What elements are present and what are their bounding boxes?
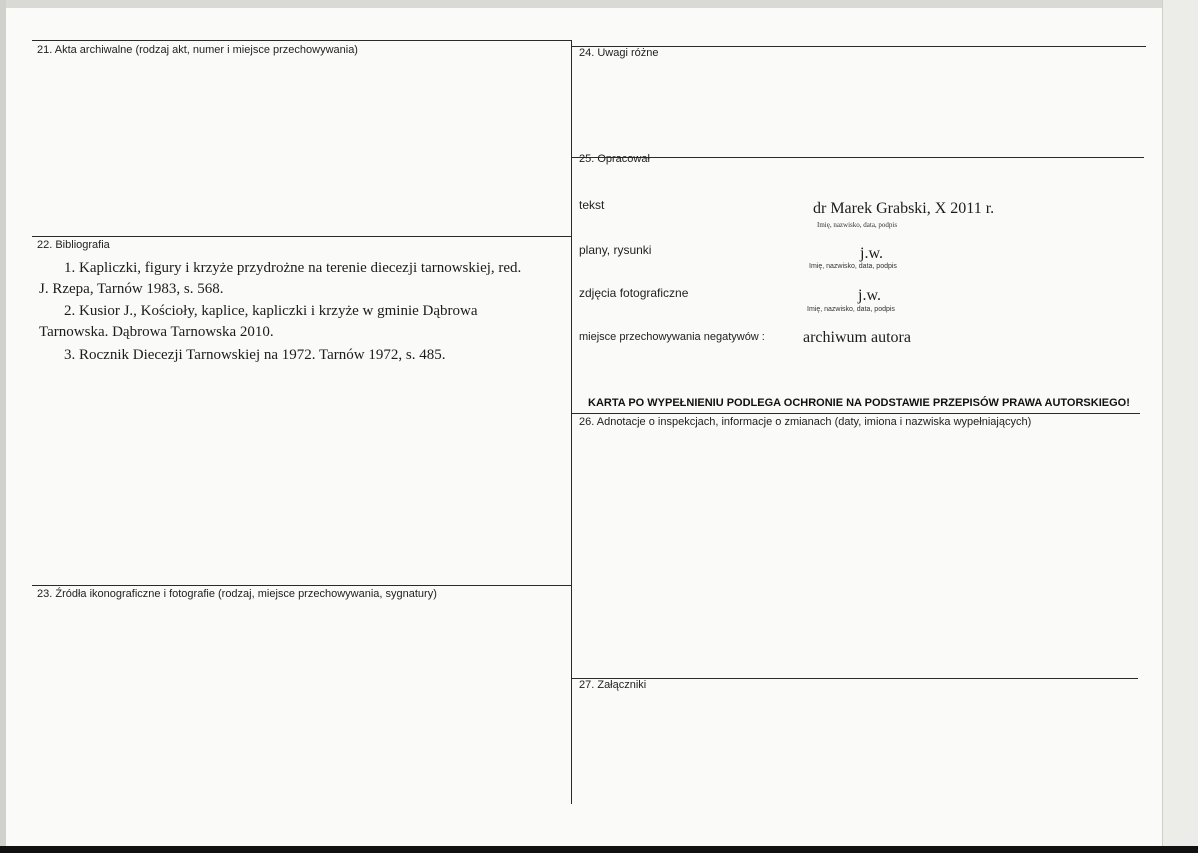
row-drawings-label: plany, rysunki xyxy=(579,243,652,257)
bibliography-line-3: 2. Kusior J., Kościoły, kaplice, kapliczki i krzyże w gminie Dąbrowa xyxy=(64,303,478,319)
row-photos-label: zdjęcia fotograficzne xyxy=(579,286,689,300)
bibliography-line-1: 1. Kapliczki, figury i krzyże przydrożne na terenie diecezji tarnowskiej, red. xyxy=(64,260,522,276)
section-26-label: 26. Adnotacje o inspekcjach, informacje o zmianach (daty, imiona i nazwiska wypełniających) xyxy=(579,416,1032,428)
section-22-label: 22. Bibliografia xyxy=(37,239,110,251)
section-23-rule xyxy=(32,585,572,586)
row-drawings-value: j.w. xyxy=(860,245,883,262)
section-21-label: 21. Akta archiwalne (rodzaj akt, numer i miejsce przechowywania) xyxy=(37,44,358,56)
section-27-rule xyxy=(572,678,1138,679)
section-22-rule xyxy=(32,236,572,237)
section-27-label: 27. Załączniki xyxy=(579,679,647,691)
column-divider xyxy=(571,40,572,804)
scan-edge-left xyxy=(0,0,6,853)
row-photos-value: j.w. xyxy=(858,287,881,304)
section-26-rule xyxy=(572,413,1140,414)
row-negatives-value: archiwum autora xyxy=(803,329,911,346)
bibliography-line-4: Tarnowska. Dąbrowa Tarnowska 2010. xyxy=(39,324,274,340)
scan-edge-right xyxy=(1162,0,1198,853)
section-24-label: 24. Uwagi różne xyxy=(579,47,659,59)
copyright-warning: KARTA PO WYPEŁNIENIU PODLEGA OCHRONIE NA PODSTAWIE PRZEPISÓW PRAWA AUTORSKIEGO! xyxy=(588,397,1130,409)
section-25-label: 25. Opracował xyxy=(579,153,650,165)
row-text-caption: Imię, nazwisko, data, podpis xyxy=(817,221,898,229)
section-23-label: 23. Źródła ikonograficzne i fotografie (rodzaj, miejsce przechowywania, sygnatury) xyxy=(37,588,437,600)
scan-edge-top xyxy=(0,0,1198,8)
section-21-rule xyxy=(32,40,572,41)
row-text-value: dr Marek Grabski, X 2011 r. xyxy=(813,200,995,217)
scan-edge-bottom xyxy=(0,846,1198,853)
row-text-label: tekst xyxy=(579,198,605,212)
row-negatives-label: miejsce przechowywania negatywów : xyxy=(579,331,765,343)
bibliography-line-5: 3. Rocznik Diecezji Tarnowskiej na 1972. Tarnów 1972, s. 485. xyxy=(64,347,446,363)
row-drawings-caption: Imię, nazwisko, data, podpis xyxy=(809,263,897,270)
row-photos-caption: Imię, nazwisko, data, podpis xyxy=(807,306,895,313)
section-25-rule xyxy=(572,157,1144,158)
bibliography-line-2: J. Rzepa, Tarnów 1983, s. 568. xyxy=(39,281,224,297)
